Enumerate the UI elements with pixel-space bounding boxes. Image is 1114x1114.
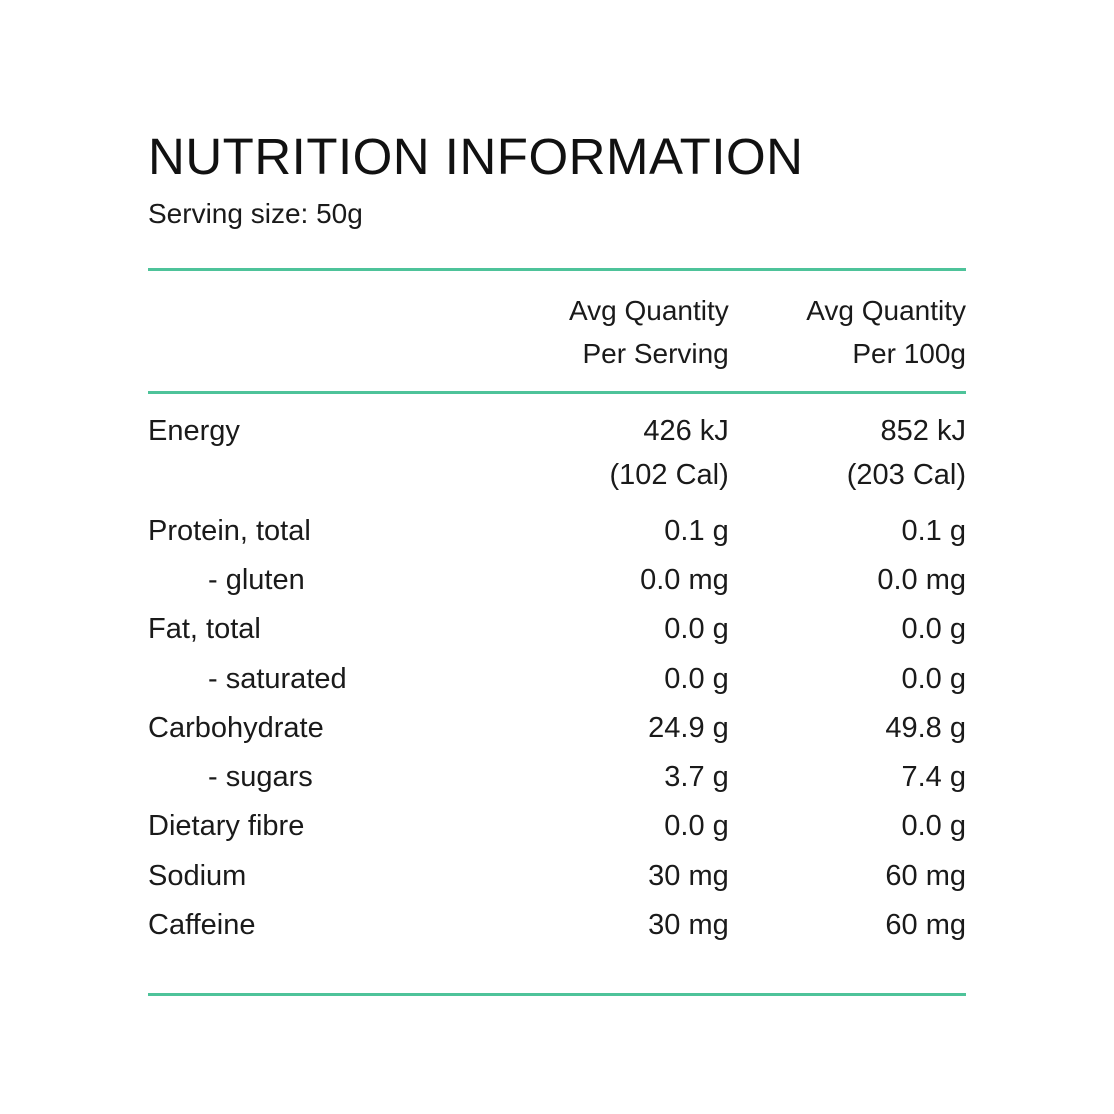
row-label: Caffeine <box>148 908 256 941</box>
column-header-per-100g <box>729 271 966 392</box>
table-row <box>148 394 966 455</box>
row-label: Carbohydrate <box>148 711 324 744</box>
table-row <box>148 851 966 900</box>
row-value-per-100g: (203 Cal) <box>846 458 966 491</box>
row-label <box>148 456 492 506</box>
row-label: Dietary fibre <box>148 810 305 843</box>
table-body <box>148 394 966 949</box>
row-label: Sodium <box>148 859 247 892</box>
table-row <box>148 703 966 752</box>
row-value-per-100g: 852 kJ <box>880 415 966 448</box>
row-value-per-serving: 0.0 g <box>664 613 729 646</box>
serving-size-text: Serving size: 50g <box>148 197 363 229</box>
row-value-per-serving: 426 kJ <box>643 415 729 448</box>
row-value-per-serving: 24.9 g <box>648 711 729 744</box>
row-value-per-100g: 60 mg <box>885 859 966 892</box>
row-value-per-100g: 49.8 g <box>885 711 966 744</box>
row-value-per-serving: 0.0 mg <box>640 564 729 597</box>
table-row <box>148 604 966 653</box>
column-header-per-serving <box>492 271 729 392</box>
row-label: - saturated <box>208 662 347 695</box>
page-title: NUTRITION INFORMATION <box>148 128 804 185</box>
row-label: Fat, total <box>148 613 261 646</box>
row-value-per-serving: 3.7 g <box>664 761 729 794</box>
column-header-per-serving-line2: Per Serving <box>582 337 729 369</box>
column-header-per-serving-line1: Avg Quantity <box>568 294 729 326</box>
row-value-per-serving: 0.0 g <box>664 662 729 695</box>
row-value-per-100g: 0.0 g <box>901 662 966 695</box>
row-value-per-serving: 0.0 g <box>664 810 729 843</box>
table-row <box>148 900 966 949</box>
row-value-per-serving: 30 mg <box>648 859 729 892</box>
row-label: Energy <box>148 415 240 448</box>
column-header-per-100g-line2: Per 100g <box>852 337 966 369</box>
table-row <box>148 555 966 604</box>
row-value-per-100g: 7.4 g <box>901 761 966 794</box>
row-value-per-100g: 0.0 g <box>901 613 966 646</box>
table-header <box>148 271 966 392</box>
table-row <box>148 506 966 555</box>
column-header-per-100g-line1: Avg Quantity <box>806 294 966 326</box>
nutrition-panel <box>148 130 966 996</box>
row-value-per-100g: 0.0 mg <box>877 564 966 597</box>
table-row <box>148 456 966 506</box>
row-label: - sugars <box>208 761 313 794</box>
table-row <box>148 654 966 703</box>
column-header-nutrient <box>148 271 492 392</box>
row-value-per-serving: 30 mg <box>648 908 729 941</box>
table-row <box>148 801 966 850</box>
nutrition-table <box>148 271 966 392</box>
row-label: - gluten <box>208 564 305 597</box>
row-value-per-serving: 0.1 g <box>664 514 729 547</box>
table-row <box>148 752 966 801</box>
nutrition-values-table <box>148 394 966 949</box>
row-value-per-100g: 0.0 g <box>901 810 966 843</box>
row-value-per-serving: (102 Cal) <box>609 458 729 491</box>
divider-bottom <box>148 993 966 996</box>
row-value-per-100g: 60 mg <box>885 908 966 941</box>
row-label: Protein, total <box>148 514 311 547</box>
row-value-per-100g: 0.1 g <box>901 514 966 547</box>
